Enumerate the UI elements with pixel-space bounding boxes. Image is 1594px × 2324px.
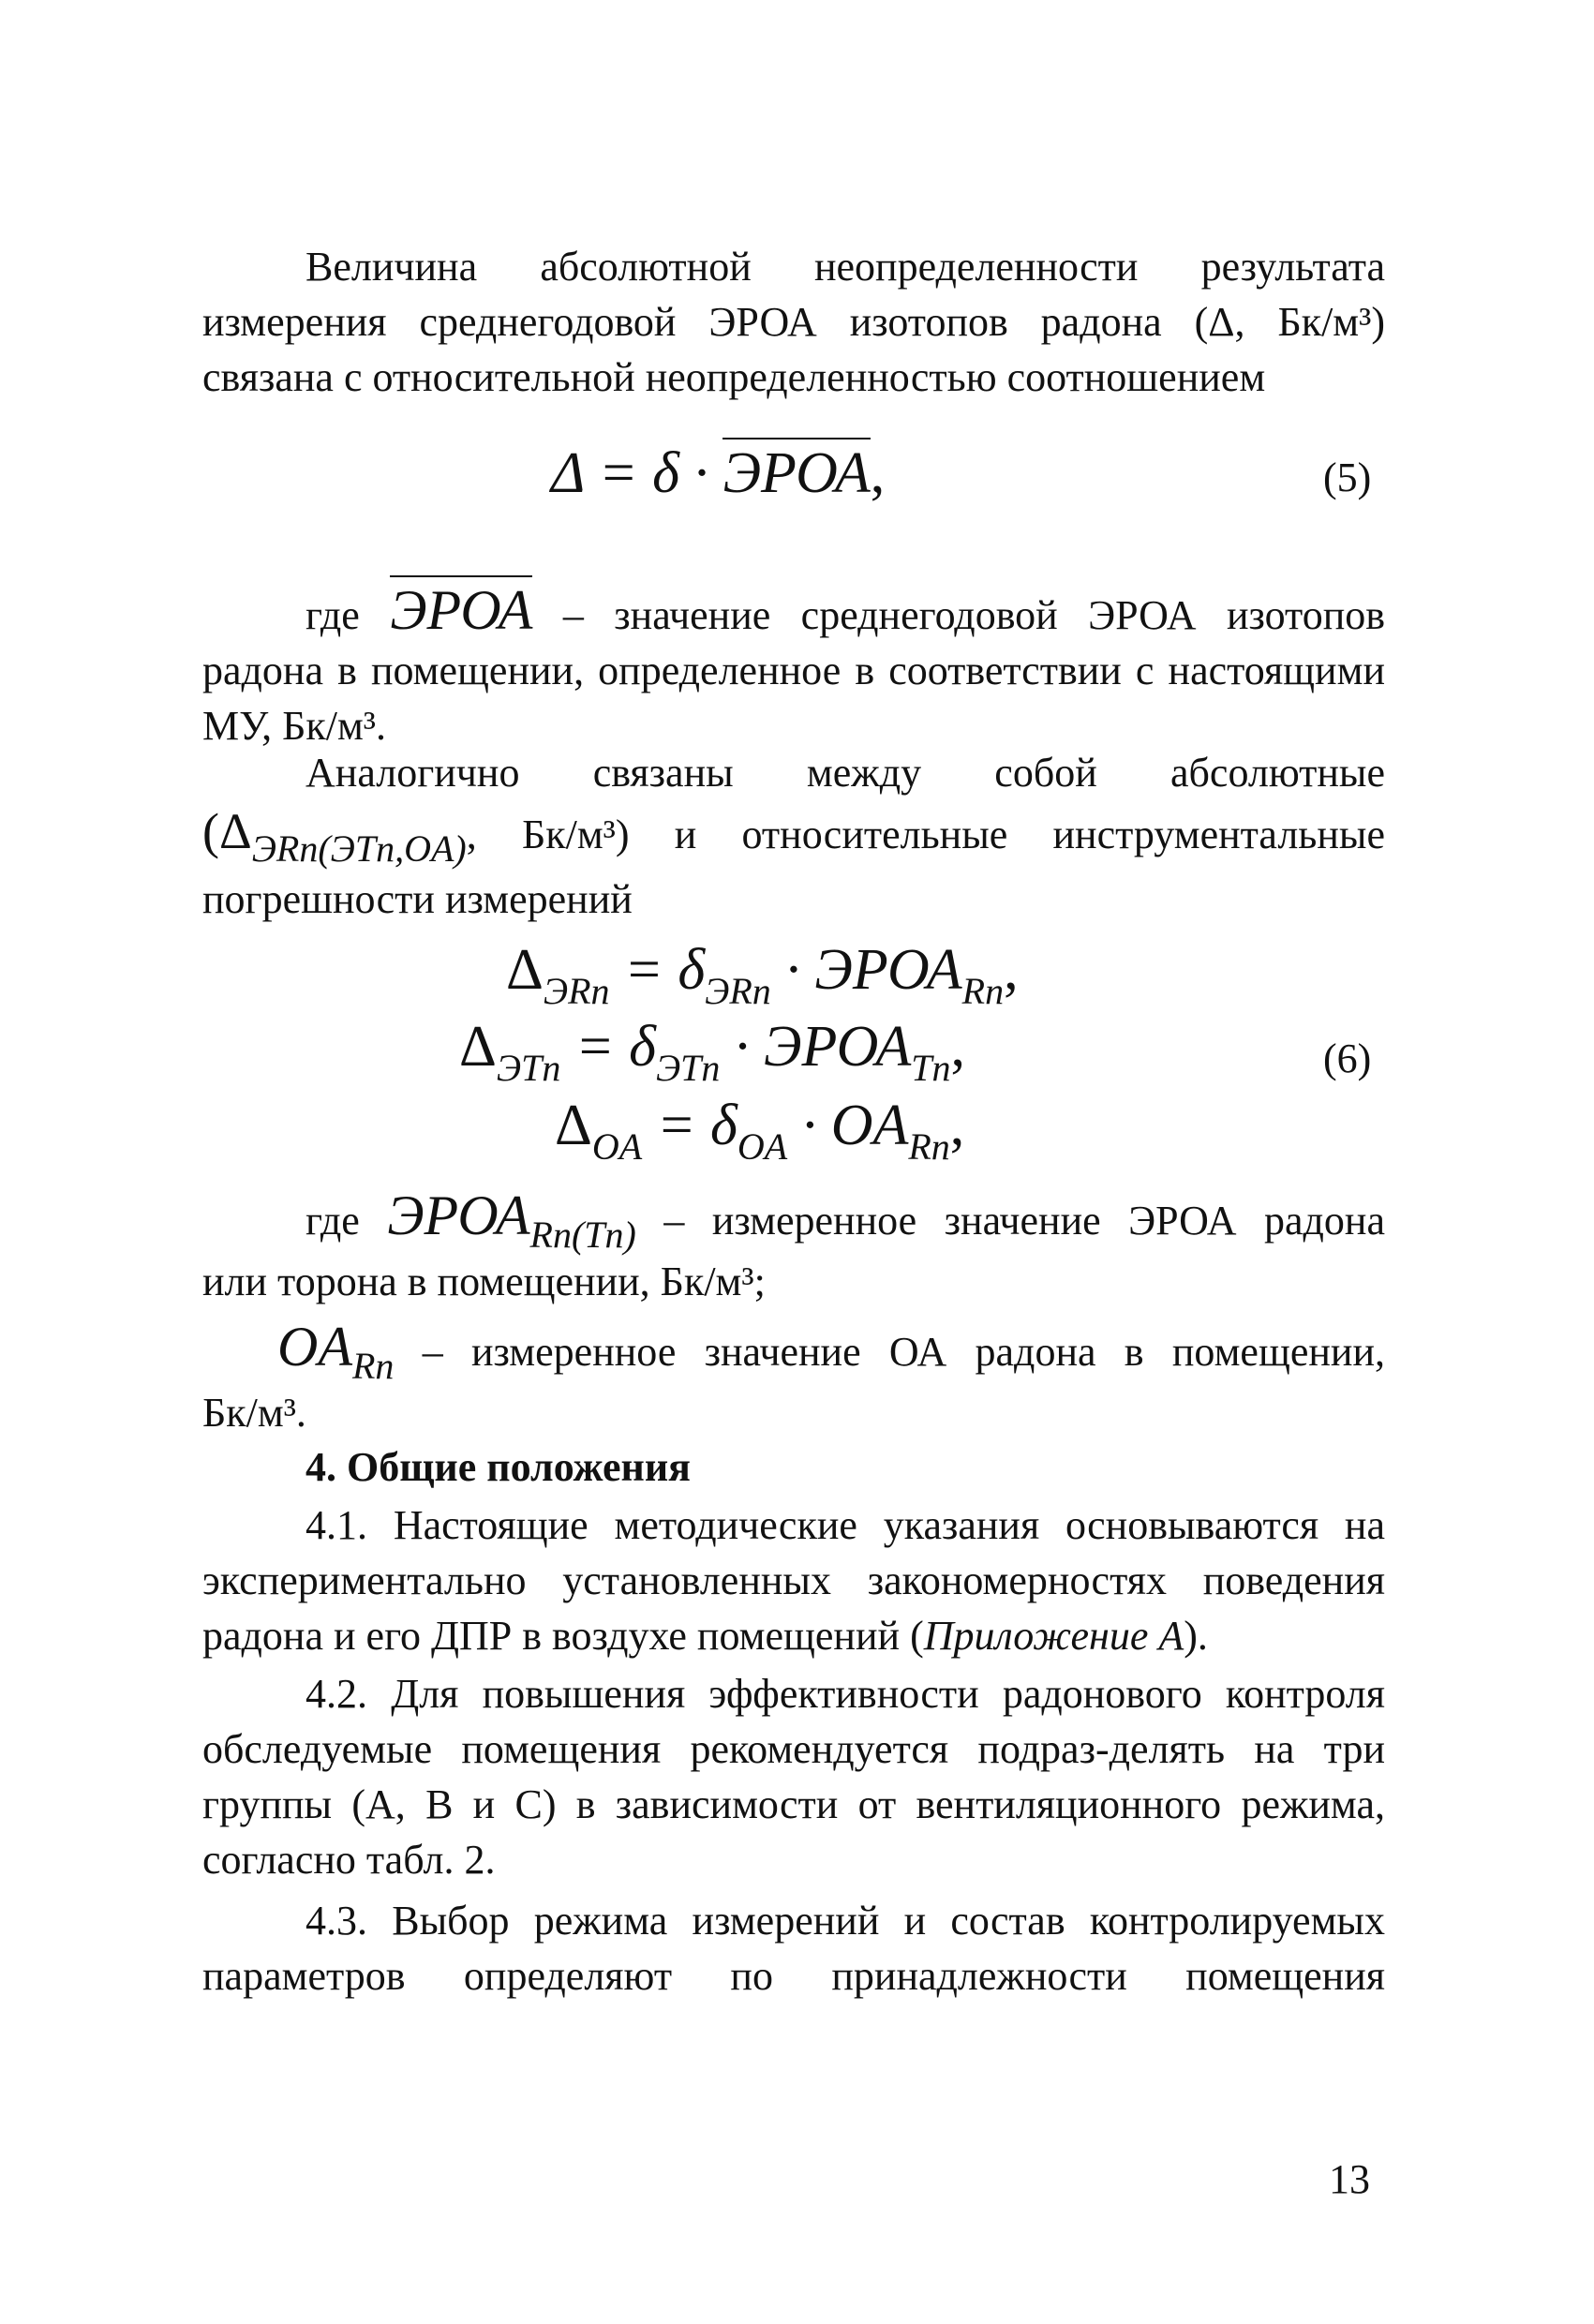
paragraph-where-eroa: [202, 579, 1386, 753]
equation-number-6: (6): [1323, 1035, 1372, 1081]
formula-5-comma: ,: [870, 441, 886, 505]
where-label: где: [305, 592, 360, 638]
paragraph-unit: Бк/м³.: [202, 1390, 306, 1436]
eroa-measured-symbol: ЭРОА: [387, 1184, 530, 1246]
eroa-mean-symbol: ЭРОА: [390, 575, 532, 641]
formula-5-lhs: Δ = δ ·: [551, 441, 723, 505]
delta-open: (Δ: [202, 803, 252, 859]
formula-6-line-1: $\Delta_{ЭRn} = \delta_{ЭRn}$ · $ЭРОА_{Rn}$,: [506, 938, 1019, 1012]
paragraph-measurement-errors: погрешности измерений: [202, 876, 633, 922]
paragraph-thoron: или торона в помещении, Бк/м³;: [202, 1259, 766, 1304]
oa-subscript: Rn: [351, 1345, 395, 1387]
paragraph-4-2: 4.2. Для повышения эффективности радонового контроля обследуемые помещения рекомендуется подраз-делять на три группы (А, В и С) в зависимости от вентиляционного режима, согласно табл. 2.: [202, 1671, 1385, 1883]
section-heading-4: 4. Общие положения: [305, 1444, 691, 1490]
paragraph-analogously-line2: [202, 803, 1385, 870]
delta-rest: , Бк/м³) и относительные инструментальные: [466, 812, 1385, 857]
formula-6-line-2: $\Delta_{ЭTn} = \delta_{ЭTn}$ · $ЭРОА_{Tn}$,: [459, 1015, 966, 1089]
paragraph-analogously: Аналогично связаны между собой абсолютные: [305, 750, 1385, 796]
paragraph-oa-measured: [202, 1316, 1385, 1387]
paragraph-uncertainty-intro: Величина абсолютной неопределенности результата измерения среднегодовой ЭРОА изотопов радона (Δ, Бк/м³) связана с относительной неопределенностью соотношением: [202, 244, 1385, 400]
formula-5: [551, 440, 885, 507]
appendix-a-reference: Приложение А: [923, 1613, 1184, 1659]
eroa-mean-description: – значение среднегодовой ЭРОА изотопов радона в помещении, определенное в соответствии с настоящими МУ, Бк/м³.: [202, 592, 1386, 749]
formula-5-eroa-mean: ЭРОА: [723, 438, 870, 505]
eroa-measured-subscript: Rn(Tn): [529, 1214, 636, 1256]
eroa-measured-description: – измеренное значение ЭРОА радона: [635, 1198, 1386, 1244]
paragraph-4-3: 4.3. Выбор режима измерений и состав контролируемых параметров определяют по принадлежности помещения: [202, 1898, 1385, 1999]
oa-description: – измеренное значение ОА радона в помещении,: [394, 1329, 1385, 1375]
where-label-2: где: [305, 1198, 360, 1244]
formula-6-line-3: $\Delta_{OA} = \delta_{OA} \cdot OA_{Rn}$,: [555, 1094, 965, 1168]
paragraph-where-measured: [202, 1184, 1386, 1256]
equation-number-5: (5): [1323, 454, 1372, 500]
oa-symbol: OA: [277, 1316, 352, 1378]
page-number: 13: [1329, 2156, 1370, 2202]
delta-subscript: ЭRn(ЭTn,OA): [251, 827, 467, 870]
paragraph-4-1: 4.1. Настоящие методические указания основываются на экспериментально установленных закономерностях поведения радона и его ДПР в воздухе помещений (Приложение А).: [202, 1502, 1385, 1659]
